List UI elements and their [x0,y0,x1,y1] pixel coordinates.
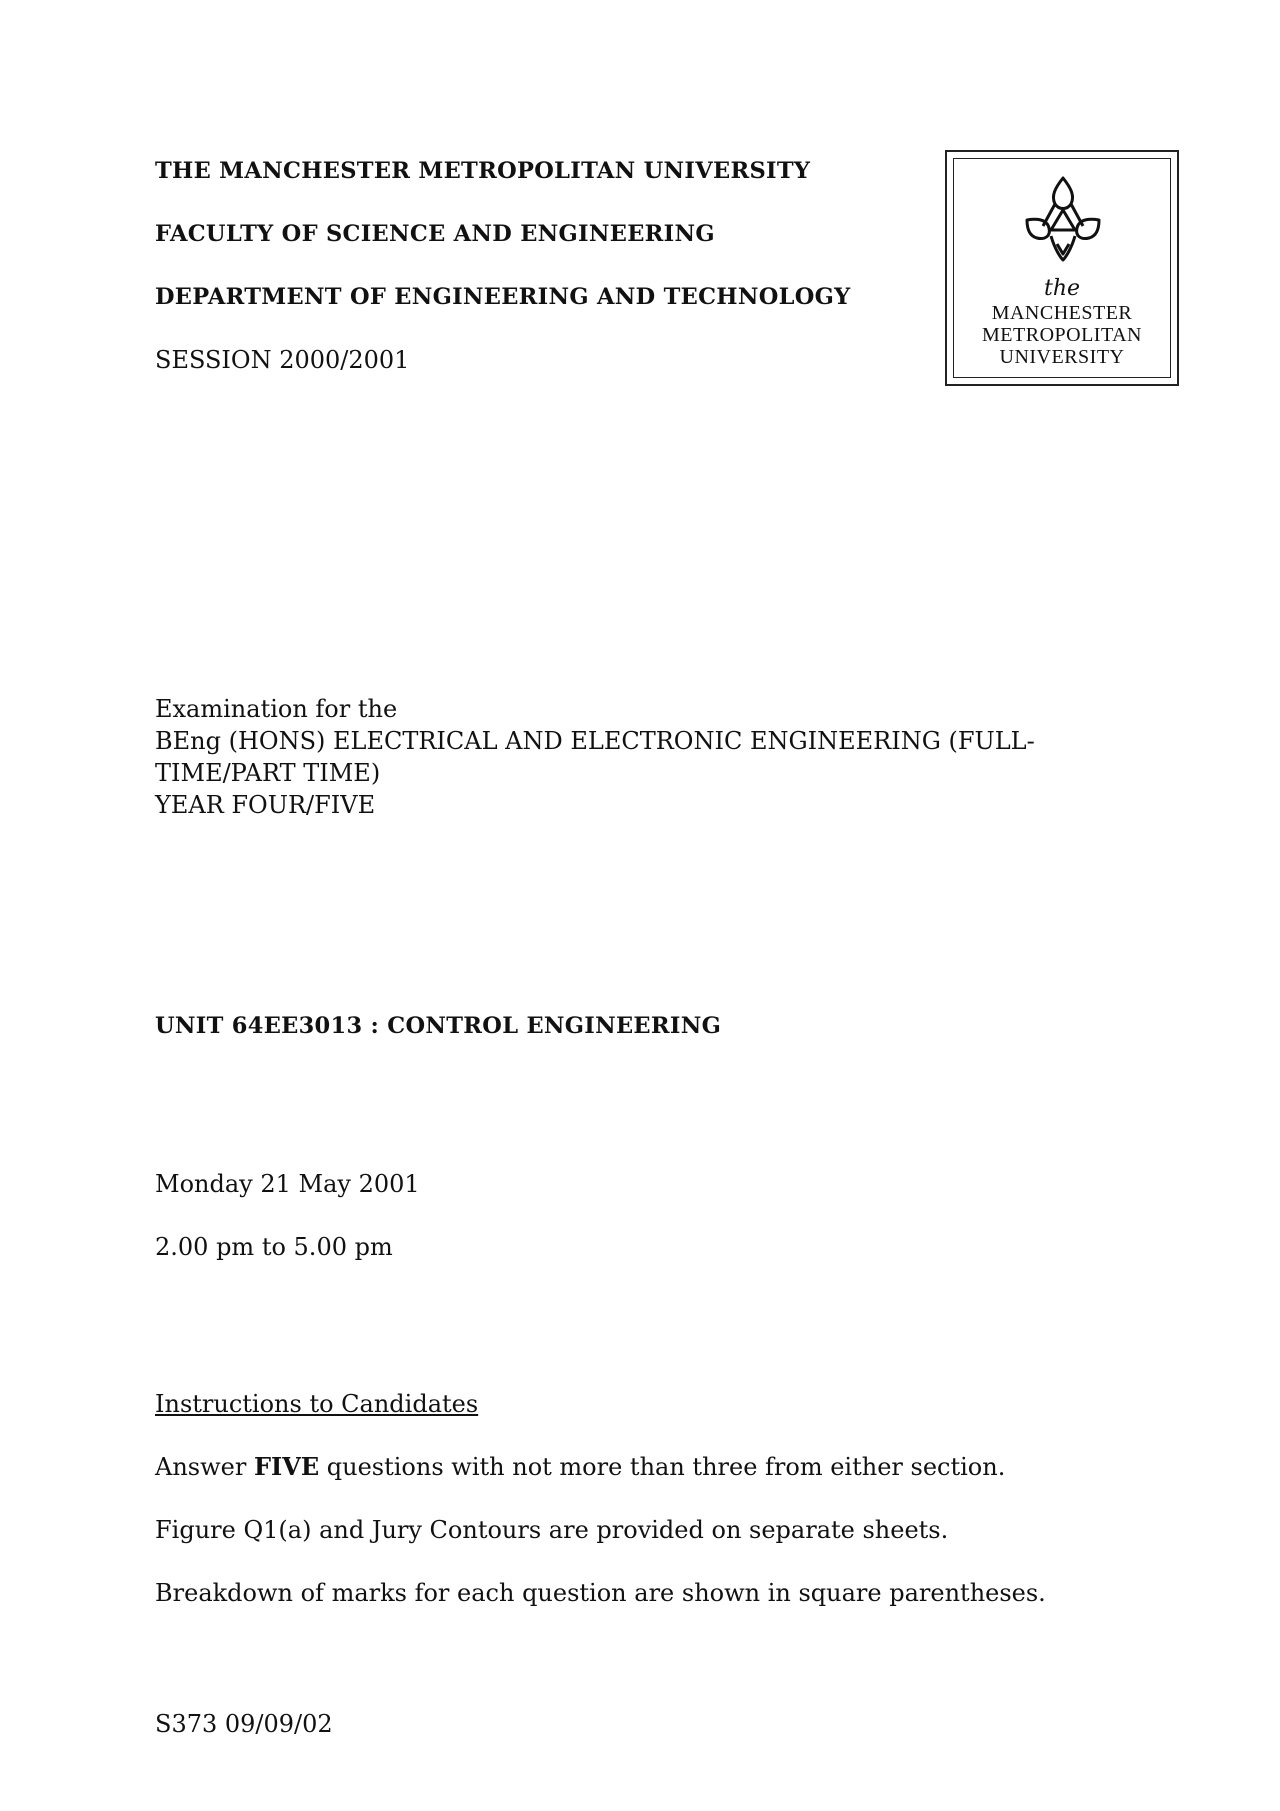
answer-count: FIVE [253,1452,320,1481]
answer-pre: Answer [155,1453,254,1481]
faculty-name: FACULTY OF SCIENCE AND ENGINEERING [155,221,715,247]
exam-line-1: Examination for the [155,695,398,723]
answer-instruction [155,1451,1005,1483]
university-logo [945,150,1179,386]
figure-note: Figure Q1(a) and Jury Contours are provided on separate sheets. [155,1516,949,1544]
logo-line-1: MANCHESTER [991,302,1133,324]
unit-title: UNIT 64EE3013 : CONTROL ENGINEERING [155,1013,722,1039]
university-name: THE MANCHESTER METROPOLITAN UNIVERSITY [155,158,811,184]
session: SESSION 2000/2001 [155,346,410,374]
marks-note: Breakdown of marks for each question are shown in square parentheses. [155,1579,1046,1607]
logo-line-3: UNIVERSITY [999,346,1125,368]
logo-line-2: METROPOLITAN [982,324,1142,346]
exam-time: 2.00 pm to 5.00 pm [155,1233,393,1261]
footer-code: S373 09/09/02 [155,1710,333,1738]
answer-post: questions with not more than three from either section. [319,1453,1006,1481]
trefoil-emblem-icon [1021,174,1105,264]
exam-line-3: TIME/PART TIME) [155,759,381,787]
exam-line-2: BEng (HONS) ELECTRICAL AND ELECTRONIC ENGINEERING (FULL- [155,727,1035,755]
exam-date: Monday 21 May 2001 [155,1170,420,1198]
logo-the: the [1043,276,1081,301]
department-name: DEPARTMENT OF ENGINEERING AND TECHNOLOGY [155,284,851,310]
exam-line-4: YEAR FOUR/FIVE [155,791,376,819]
instructions-heading: Instructions to Candidates [155,1390,479,1418]
